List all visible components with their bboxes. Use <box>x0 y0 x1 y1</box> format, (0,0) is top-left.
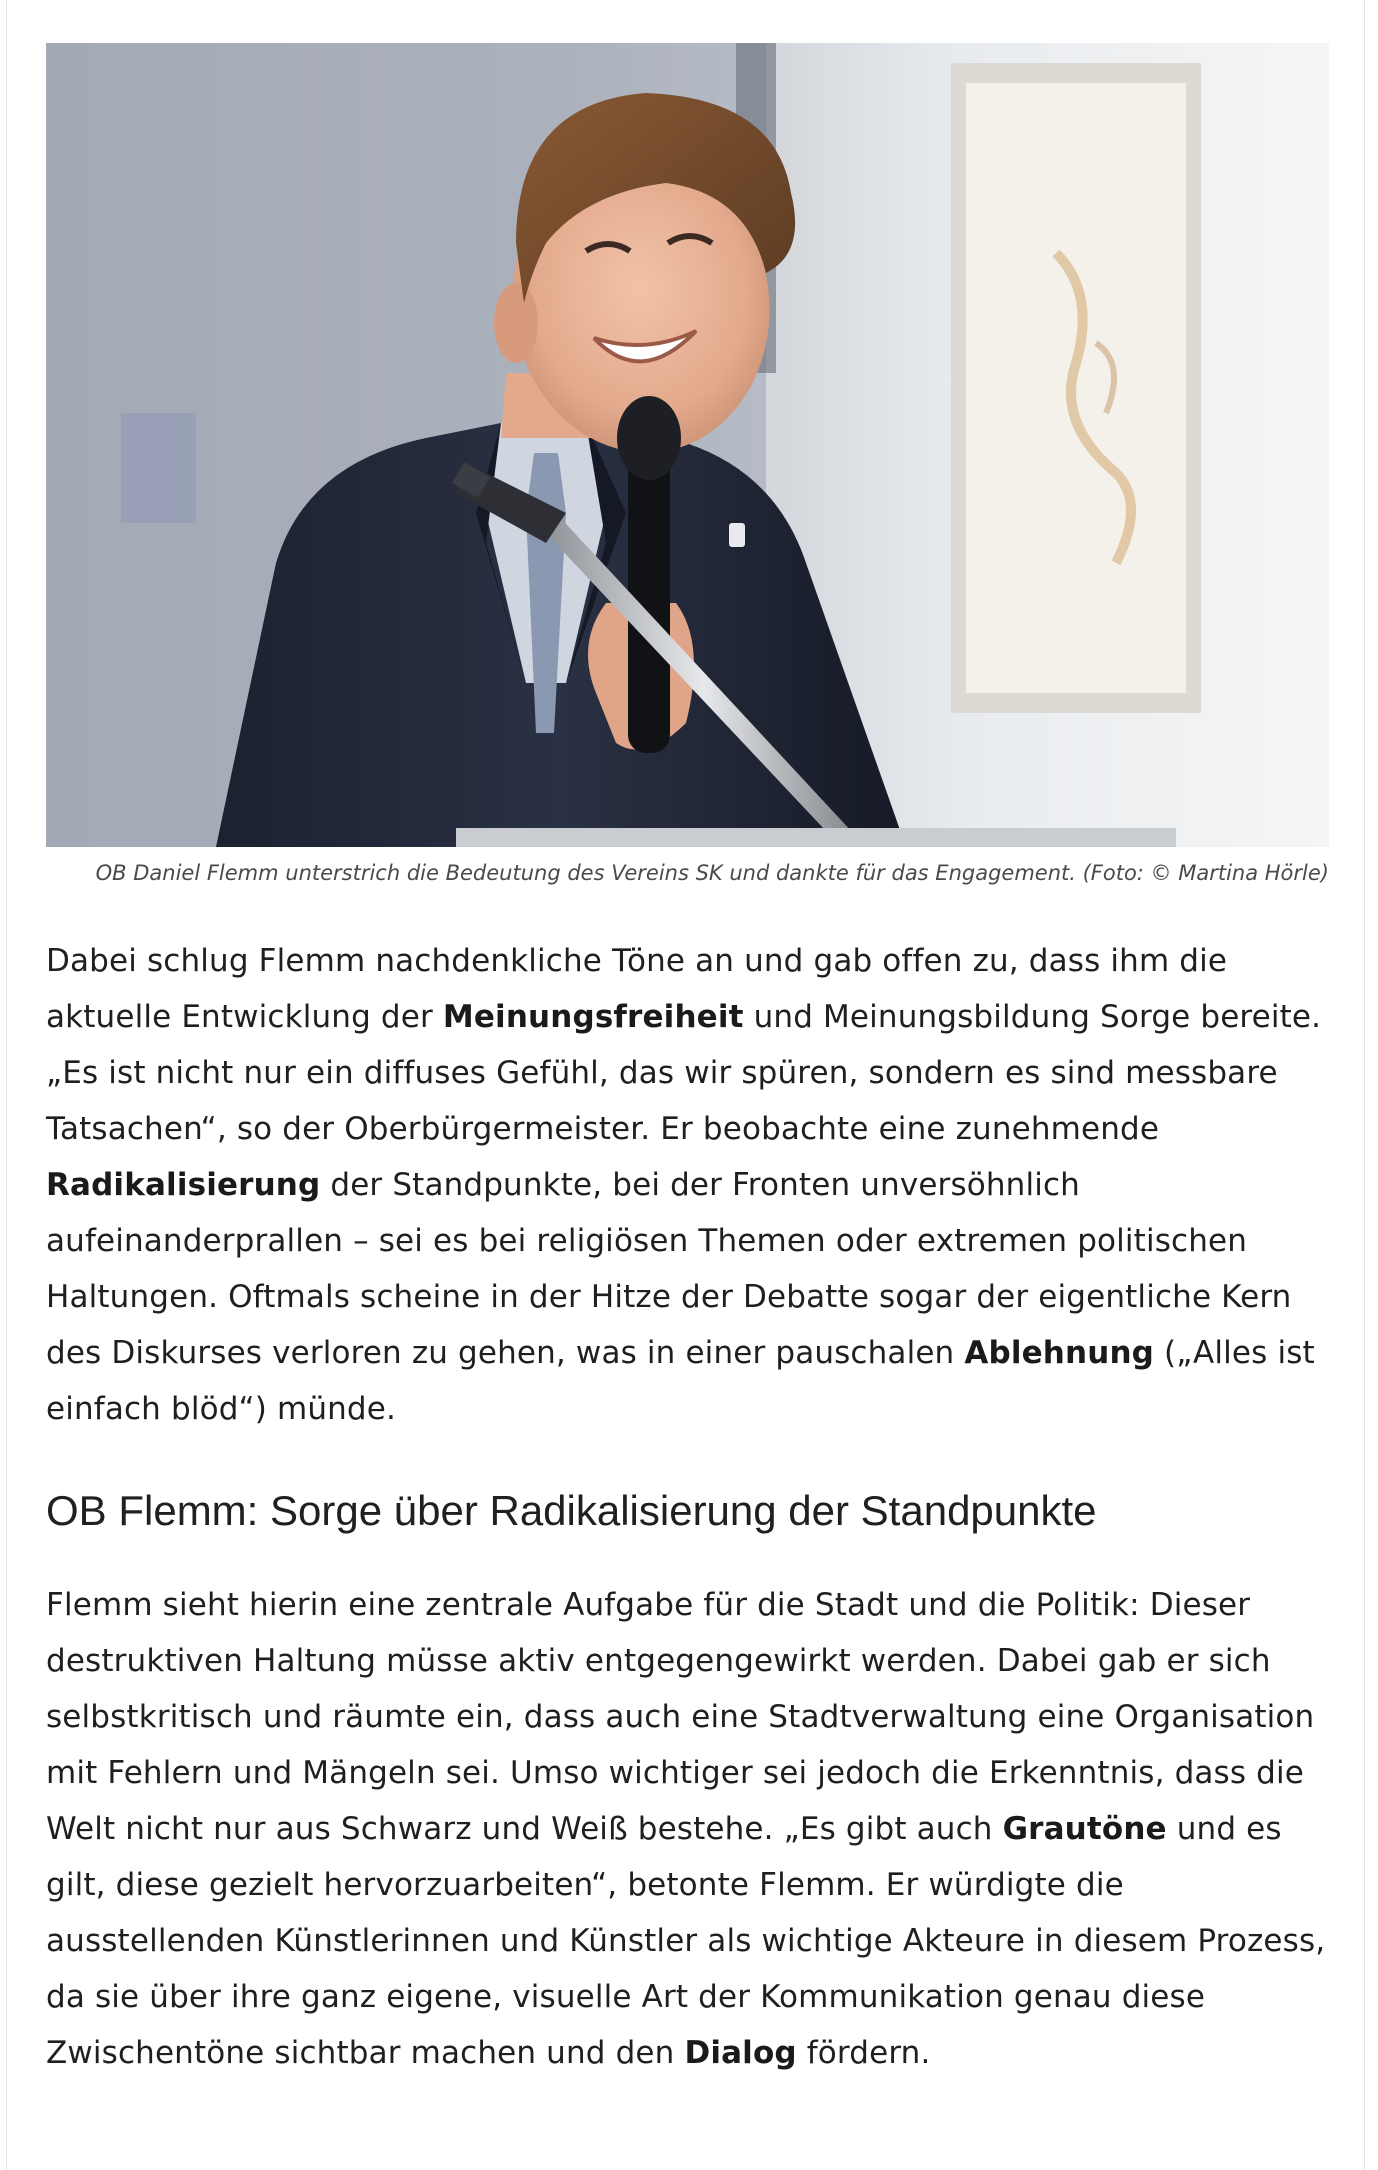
keyword-ablehnung: Ablehnung <box>964 1335 1155 1371</box>
paragraph-1-text: Dabei schlug Flemm nachdenkliche Töne an und gab offen zu, dass ihm die aktuelle Entwicklung der <box>46 943 1228 1035</box>
photo-illustration <box>46 43 1329 847</box>
paragraph-2-text: und es gilt, diese gezielt hervorzuarbeiten“, betonte Flemm. Er würdigte die ausstellenden Künstlerinnen und Künstler als wichtige Akteure in diesem Prozess, da sie über ihre ganz eigene, visuelle Art der Kommunikation genau diese Zwischentöne sichtbar machen und den <box>46 1811 1326 2071</box>
section-heading: OB Flemm: Sorge über Radikalisierung der Standpunkte <box>46 1487 1097 1534</box>
paragraph-2 <box>46 1577 1329 2081</box>
photo-caption: OB Daniel Flemm unterstrich die Bedeutung des Vereins SK und dankte für das Engagement. (Foto: © Martina Hörle) <box>95 861 1329 885</box>
paragraph-1-text: und Meinungsbildung Sorge bereite. „Es ist nicht nur ein diffuses Gefühl, das wir spüren, sondern es sind messbare Tatsachen“, so der Oberbürgermeister. Er beobachte eine zunehmende <box>46 999 1322 1147</box>
keyword-meinungsfreiheit: Meinungsfreiheit <box>442 999 744 1035</box>
article-photo[interactable] <box>46 43 1329 847</box>
paragraph-2-text: fördern. <box>796 2035 931 2071</box>
article-figure <box>46 43 1329 889</box>
paragraph-1-text: („Alles ist einfach blöd“) münde. <box>46 1335 1315 1427</box>
paragraph-1 <box>46 933 1329 1437</box>
article-content <box>46 43 1329 2081</box>
paragraph-1-text: der Standpunkte, bei der Fronten unversöhnlich aufeinanderprallen – sei es bei religiösen Themen oder extremen politischen Haltungen. Oftmals scheine in der Hitze der Debatte sogar der eigentliche Kern des Diskurses verloren zu gehen, was in einer pauschalen <box>46 1167 1292 1371</box>
keyword-grautoene: Grautöne <box>1002 1811 1167 1847</box>
keyword-dialog: Dialog <box>684 2035 797 2071</box>
keyword-radikalisierung: Radikalisierung <box>46 1167 321 1203</box>
paragraph-2-text: Flemm sieht hierin eine zentrale Aufgabe für die Stadt und die Politik: Dieser destruktiven Haltung müsse aktiv entgegengewirkt werden. Dabei gab er sich selbstkritisch und räumte ein, dass auch eine Stadtverwaltung eine Organisation mit Fehlern und Mängeln sei. Umso wichtiger sei jedoch die Erkenntnis, dass die Welt nicht nur aus Schwarz und Weiß bestehe. „Es gibt auch <box>46 1587 1315 1847</box>
